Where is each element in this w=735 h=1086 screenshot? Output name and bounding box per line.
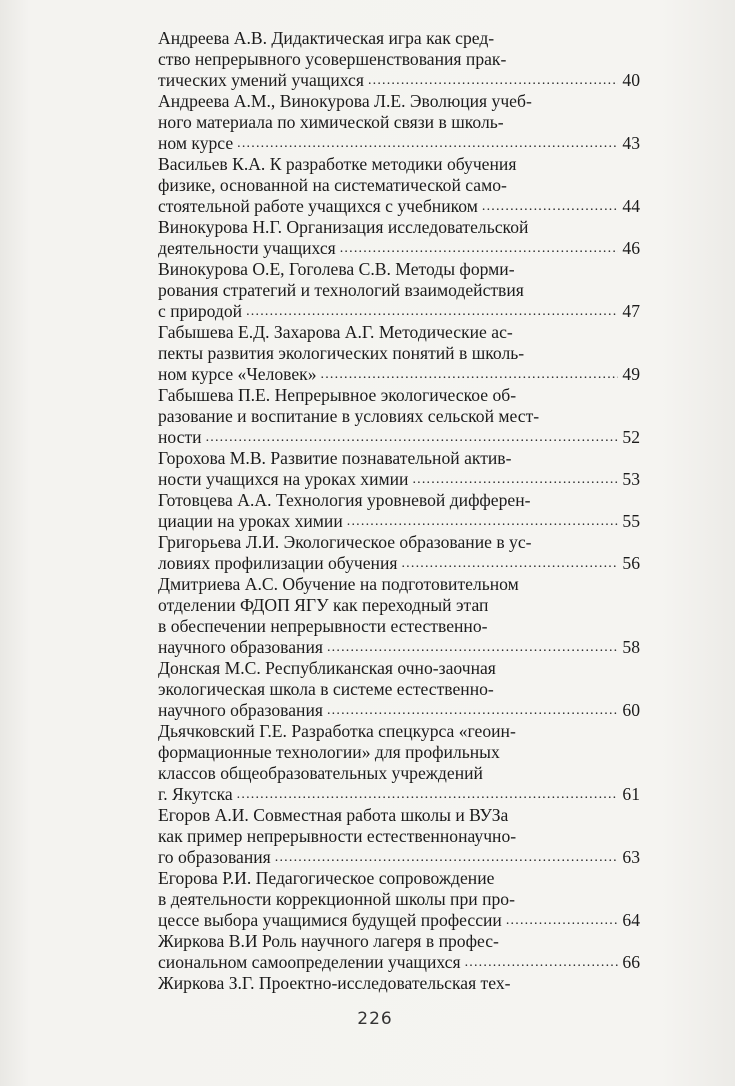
dot-leader: [401, 553, 618, 574]
entry-text: классов общеобразовательных учреждений: [158, 763, 483, 783]
toc-entry: [158, 532, 640, 574]
entry-text: разование и воспитание в условиях сельской мест-: [158, 406, 540, 426]
entry-text: Дьячковский Г.Е. Разработка спецкурса «геоин-: [158, 721, 516, 741]
toc-entry-line: [158, 49, 640, 70]
toc-entry-line: [158, 805, 640, 826]
toc-entry: [158, 721, 640, 805]
entry-text: Габышева Е.Д. Захарова А.Г. Методические ас-: [158, 322, 513, 342]
dot-leader: [465, 952, 619, 973]
toc-entry-line: [158, 280, 640, 301]
toc-entry-line: [158, 616, 640, 637]
dot-leader: [412, 469, 618, 490]
entry-text: Васильев К.А. К разработке методики обучения: [158, 154, 517, 174]
toc-entry-line: [158, 301, 640, 322]
toc-entry-line: [158, 385, 640, 406]
toc-entry-line: [158, 742, 640, 763]
toc-entry-line: [158, 196, 640, 217]
toc-entry: [158, 385, 640, 448]
toc-entry-line: [158, 973, 640, 994]
entry-text: научного образования: [158, 700, 323, 720]
entry-page-number: 58: [622, 637, 640, 657]
toc-entry-line: [158, 490, 640, 511]
entry-page-number: 47: [622, 301, 640, 321]
entry-text: деятельности учащихся: [158, 238, 336, 258]
toc-entry-line: [158, 175, 640, 196]
toc-entry: [158, 259, 640, 322]
entry-page-number: 60: [622, 700, 640, 720]
toc-entry: [158, 217, 640, 259]
entry-page-number: 55: [622, 511, 640, 531]
toc-entry-line: [158, 553, 640, 574]
entry-text: Готовцева А.А. Технология уровневой дифферен-: [158, 490, 531, 510]
toc-entry: [158, 805, 640, 868]
toc-entry-line: [158, 364, 640, 385]
entry-text: научного образования: [158, 637, 323, 657]
entry-text: пекты развития экологических понятий в школь-: [158, 343, 525, 363]
toc-entry-line: [158, 511, 640, 532]
toc-entry-line: [158, 343, 640, 364]
entry-text: как пример непрерывности естественнонаучно-: [158, 826, 517, 846]
entry-text: ловиях профилизации обучения: [158, 553, 398, 573]
dot-leader: [340, 238, 619, 259]
entry-page-number: 46: [622, 238, 640, 258]
entry-page-number: 66: [622, 952, 640, 972]
entry-page-number: 63: [622, 847, 640, 867]
entry-text: в обеспечении непрерывности естественно-: [158, 616, 488, 636]
toc-entry-line: [158, 322, 640, 343]
toc-entry-line: [158, 112, 640, 133]
entry-text: го образования: [158, 847, 271, 867]
entry-text: Винокурова О.Е, Гоголева С.В. Методы форми-: [158, 259, 515, 279]
toc-entry-line: [158, 763, 640, 784]
toc-entry-line: [158, 658, 640, 679]
toc-entry-line: [158, 637, 640, 658]
toc-entry-line: [158, 889, 640, 910]
toc-entry-line: [158, 28, 640, 49]
entry-page-number: 61: [622, 784, 640, 804]
dot-leader: [237, 784, 619, 805]
entry-text: формационные технологии» для профильных: [158, 742, 500, 762]
entry-page-number: 40: [622, 70, 640, 90]
toc-entry-line: [158, 595, 640, 616]
entry-text: с природой: [158, 301, 243, 321]
entry-text: Донская М.С. Республиканская очно-заочная: [158, 658, 496, 678]
dot-leader: [275, 847, 619, 868]
toc-entry-line: [158, 133, 640, 154]
entry-text: физике, основанной на систематической само-: [158, 175, 507, 195]
toc-entry: [158, 154, 640, 217]
toc-entry-line: [158, 721, 640, 742]
entry-text: Горохова М.В. Развитие познавательной актив-: [158, 448, 512, 468]
toc-entry: [158, 931, 640, 973]
dot-leader: [482, 196, 619, 217]
dot-leader: [206, 427, 619, 448]
entry-text: Андреева А.М., Винокурова Л.Е. Эволюция учеб-: [158, 91, 532, 111]
toc-entry-line: [158, 217, 640, 238]
toc-entry-line: [158, 847, 640, 868]
dot-leader: [237, 133, 618, 154]
toc-entry-line: [158, 91, 640, 112]
toc-entry-line: [158, 679, 640, 700]
entry-text: ном курсе «Человек»: [158, 364, 317, 384]
dot-leader: [246, 301, 618, 322]
toc-entry-line: [158, 448, 640, 469]
toc-entry: [158, 91, 640, 154]
dot-leader: [368, 70, 618, 91]
entry-text: стоятельной работе учащихся с учебником: [158, 196, 478, 216]
table-of-contents: [158, 28, 640, 994]
toc-entry: [158, 448, 640, 490]
entry-text: ности учащихся на уроках химии: [158, 469, 409, 489]
toc-entry: [158, 574, 640, 658]
entry-text: Габышева П.Е. Непрерывное экологическое об-: [158, 385, 517, 405]
toc-entry: [158, 28, 640, 91]
entry-text: Дмитриева А.С. Обучение на подготовительном: [158, 574, 519, 594]
entry-text: Винокурова Н.Г. Организация исследовательской: [158, 217, 529, 237]
entry-text: цессе выбора учащимися будущей профессии: [158, 910, 502, 930]
toc-entry: [158, 322, 640, 385]
entry-page-number: 56: [622, 553, 640, 573]
toc-entry: [158, 868, 640, 931]
entry-text: отделении ФДОП ЯГУ как переходный этап: [158, 595, 489, 615]
toc-entry-line: [158, 910, 640, 931]
dot-leader: [327, 637, 618, 658]
toc-entry-line: [158, 427, 640, 448]
entry-text: ство непрерывного усовершенствования прак-: [158, 49, 507, 69]
entry-text: г. Якутска: [158, 784, 233, 804]
entry-text: циации на уроках химии: [158, 511, 343, 531]
entry-page-number: 52: [622, 427, 640, 447]
toc-entry-line: [158, 238, 640, 259]
toc-entry-line: [158, 532, 640, 553]
toc-entry-line: [158, 826, 640, 847]
toc-entry-line: [158, 469, 640, 490]
dot-leader: [321, 364, 619, 385]
entry-page-number: 64: [622, 910, 640, 930]
toc-entry-line: [158, 574, 640, 595]
entry-text: Егорова Р.И. Педагогическое сопровождение: [158, 868, 495, 888]
entry-text: ного материала по химической связи в школь-: [158, 112, 504, 132]
entry-text: Жиркова З.Г. Проектно-исследовательская тех-: [158, 973, 511, 993]
toc-entry-line: [158, 406, 640, 427]
toc-entry: [158, 490, 640, 532]
entry-page-number: 44: [622, 196, 640, 216]
toc-entry-line: [158, 700, 640, 721]
toc-entry: [158, 973, 640, 994]
entry-text: Егоров А.И. Совместная работа школы и ВУЗа: [158, 805, 509, 825]
toc-entry-line: [158, 784, 640, 805]
entry-text: ном курсе: [158, 133, 234, 153]
entry-text: Андреева А.В. Дидактическая игра как сред-: [158, 28, 495, 48]
dot-leader: [327, 700, 618, 721]
entry-text: ности: [158, 427, 202, 447]
entry-text: экологическая школа в системе естественно-: [158, 679, 494, 699]
entry-text: Жиркова В.И Роль научного лагеря в профес-: [158, 931, 499, 951]
toc-entry-line: [158, 154, 640, 175]
entry-text: Григорьева Л.И. Экологическое образование в ус-: [158, 532, 532, 552]
toc-entry-line: [158, 70, 640, 91]
entry-text: рования стратегий и технологий взаимодействия: [158, 280, 524, 300]
toc-entry-line: [158, 259, 640, 280]
entry-text: сиональном самоопределении учащихся: [158, 952, 461, 972]
entry-page-number: 49: [622, 364, 640, 384]
toc-entry-line: [158, 952, 640, 973]
dot-leader: [347, 511, 619, 532]
entry-text: тических умений учащихся: [158, 70, 364, 90]
entry-page-number: 53: [622, 469, 640, 489]
toc-entry-line: [158, 931, 640, 952]
toc-entry: [158, 658, 640, 721]
toc-entry-line: [158, 868, 640, 889]
page-number: 226: [357, 1009, 393, 1029]
dot-leader: [506, 910, 619, 931]
entry-page-number: 43: [622, 133, 640, 153]
entry-text: в деятельности коррекционной школы при про-: [158, 889, 515, 909]
